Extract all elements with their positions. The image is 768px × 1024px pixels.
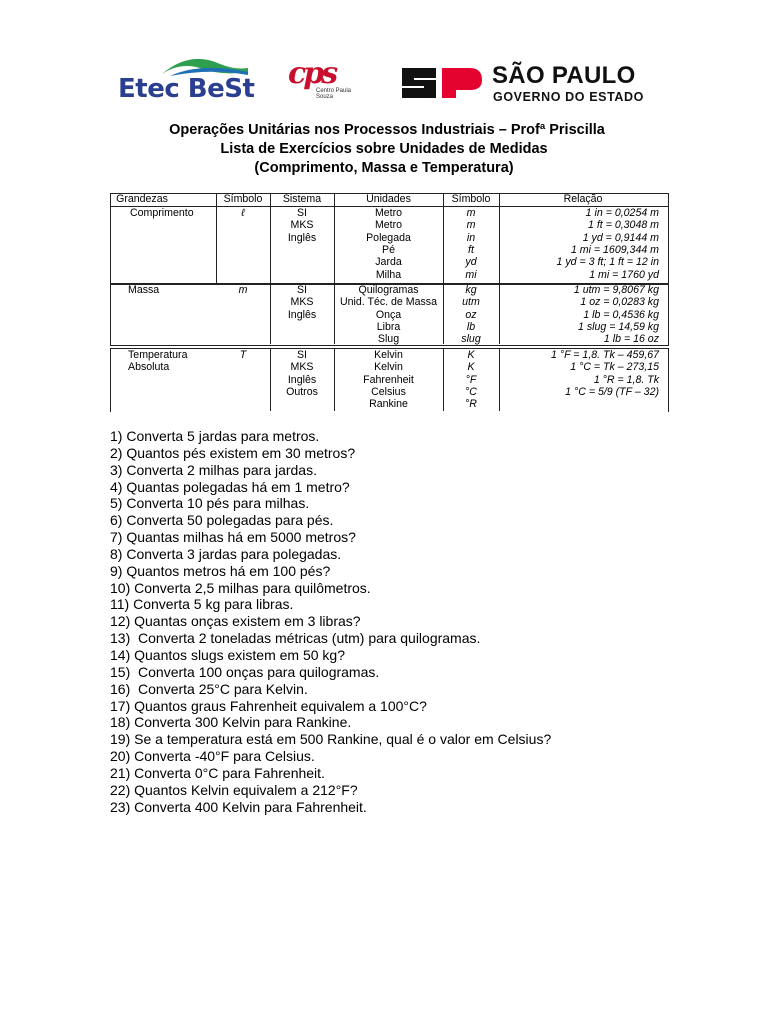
simbolo-unidade-cell: °R [465, 398, 477, 411]
relacao-cell: 1 °R = 1,8. Tk [593, 373, 659, 386]
exercise-item: 10) Converta 2,5 milhas para quilômetros. [110, 579, 371, 596]
header-unidades: Unidades [366, 193, 411, 205]
list-subtitle: (Comprimento, Massa e Temperatura) [254, 160, 514, 176]
relacao-cell: 1 °C = Tk – 273,15 [570, 361, 659, 374]
sistema-cell: Outros [286, 385, 318, 398]
simbolo-unidade-cell: oz [465, 308, 477, 321]
etec-best-logo [118, 52, 255, 106]
etec-best-wordmark: Etec BeSt [118, 74, 255, 104]
simbolo-unidade-cell: m [466, 207, 476, 219]
simbolo-unidade-cell: utm [462, 296, 480, 309]
exercise-item: 16) Converta 25°C para Kelvin. [110, 680, 308, 697]
exercise-item: 14) Quantos slugs existem em 50 kg? [110, 646, 346, 663]
simbolo-unidade-cell: m [466, 219, 476, 232]
simbolo-unidade-cell: ft [468, 243, 474, 256]
simbolo-massa: m [238, 284, 248, 296]
list-title: Lista de Exercícios sobre Unidades de Medidas [220, 141, 548, 157]
exercise-item: 15) Converta 100 onças para quilogramas. [110, 663, 380, 680]
relacao-cell: 1 °F = 1,8. Tk – 459,67 [551, 349, 659, 361]
simbolo-unidade-cell: mi [465, 268, 477, 281]
units-table [110, 193, 669, 411]
sistema-cell: Inglês [287, 373, 317, 386]
simbolo-unidade-cell: kg [465, 284, 477, 296]
cps-subtitle: Centro Paula Souza [316, 88, 352, 100]
simbolo-unidade-cell: °C [465, 385, 477, 398]
unidade-cell: Celsius [371, 385, 406, 398]
sistema-cell: Inglês [287, 231, 317, 244]
grandeza-temperatura: Temperatura [128, 349, 188, 361]
exercise-item: 4) Quantas polegadas há em 1 metro? [110, 478, 350, 495]
unidade-cell: Polegada [366, 231, 411, 244]
cps-mark: cps [288, 56, 336, 91]
grandeza-absoluta: Absoluta [128, 361, 170, 374]
simbolo-temperatura: T [239, 349, 247, 361]
simbolo-unidade-cell: yd [465, 256, 477, 269]
cps-logo [288, 58, 368, 106]
relacao-cell: 1 °C = 5/9 (TF – 32) [565, 385, 659, 398]
simbolo-unidade-cell: lb [466, 320, 476, 333]
simbolo-unidade-cell: in [466, 231, 476, 244]
course-title: Operações Unitárias nos Processos Industriais – Profª Priscilla [169, 122, 605, 138]
unidade-cell: Slug [377, 333, 400, 346]
unidade-cell: Fahrenheit [363, 373, 414, 386]
simbolo-comprimento: ℓ [241, 207, 245, 219]
exercise-item: 20) Converta -40°F para Celsius. [110, 748, 315, 765]
exercise-item: 18) Converta 300 Kelvin para Rankine. [110, 714, 352, 731]
exercise-item: 22) Quantos Kelvin equivalem a 212°F? [110, 781, 358, 798]
sistema-cell: Inglês [287, 308, 317, 321]
unidade-cell: Onça [375, 308, 402, 321]
unidade-cell: Metro [374, 219, 403, 232]
sistema-cell: SI [296, 349, 307, 361]
unidade-cell: Pé [382, 243, 395, 256]
unidade-cell: Milha [375, 268, 402, 281]
unidade-cell: Libra [376, 320, 401, 333]
grandeza-massa: Massa [128, 284, 160, 296]
exercise-item: 1) Converta 5 jardas para metros. [110, 428, 320, 444]
exercise-item: 21) Converta 0°C para Fahrenheit. [110, 764, 325, 781]
header-relacao: Relação [563, 193, 603, 205]
relacao-cell: 1 lb = 0,4536 kg [583, 308, 659, 321]
exercise-item: 7) Quantas milhas há em 5000 metros? [110, 529, 356, 546]
sistema-cell: MKS [290, 296, 314, 309]
document-titles [0, 121, 768, 178]
sistema-cell: SI [296, 207, 307, 219]
sistema-cell: SI [296, 284, 307, 296]
relacao-cell: 1 yd = 3 ft; 1 ft = 12 in [556, 256, 659, 269]
exercise-item: 2) Quantos pés existem em 30 metros? [110, 444, 356, 461]
grandeza-comprimento: Comprimento [130, 207, 194, 219]
relacao-cell: 1 utm = 9,8067 kg [573, 284, 659, 296]
header-simbolo: Símbolo [223, 193, 263, 205]
relacao-cell: 1 oz = 0,0283 kg [580, 296, 659, 309]
exercise-item: 17) Quantos graus Fahrenheit equivalem a 100°C? [110, 697, 427, 714]
simbolo-unidade-cell: slug [461, 333, 481, 346]
exercise-item: 13) Converta 2 toneladas métricas (utm) para quilogramas. [110, 630, 481, 647]
unidade-cell: Jarda [375, 256, 402, 269]
sistema-cell: MKS [290, 361, 314, 374]
unidade-cell: Quilogramas [358, 284, 419, 296]
relacao-cell: 1 in = 0,0254 m [585, 207, 659, 219]
simbolo-unidade-cell: K [467, 361, 475, 374]
exercise-item: 9) Quantos metros há em 100 pés? [110, 562, 331, 579]
exercise-list [110, 428, 730, 815]
relacao-cell: 1 yd = 0,9144 m [582, 231, 659, 244]
relacao-cell: 1 ft = 0,3048 m [588, 219, 659, 232]
unidade-cell: Rankine [369, 398, 408, 411]
exercise-item: 6) Converta 50 polegadas para pés. [110, 512, 334, 529]
header-grandezas: Grandezas [116, 193, 168, 205]
exercise-item: 11) Converta 5 kg para libras. [110, 596, 294, 613]
unidade-cell: Metro [374, 207, 403, 219]
exercise-item: 23) Converta 400 Kelvin para Fahrenheit. [110, 798, 367, 815]
governo-subtitle: GOVERNO DO ESTADO [493, 90, 644, 104]
header-sistema: Sistema [282, 193, 322, 205]
relacao-cell: 1 mi = 1609,344 m [570, 243, 659, 256]
sao-paulo-title: SÃO PAULO [492, 62, 636, 89]
exercise-item: 12) Quantas onças existem em 3 libras? [110, 613, 361, 630]
relacao-cell: 1 lb = 16 oz [603, 333, 659, 346]
exercise-item: 5) Converta 10 pés para milhas. [110, 495, 310, 512]
simbolo-unidade-cell: K [467, 349, 475, 361]
unidade-cell: Kelvin [374, 361, 403, 374]
header-logos [0, 52, 768, 108]
unidade-cell: Kelvin [374, 349, 403, 361]
sp-state-glyph-icon [400, 64, 484, 100]
simbolo-unidade-cell: °F [465, 373, 477, 386]
sao-paulo-logo [400, 64, 650, 104]
exercise-item: 8) Converta 3 jardas para polegadas. [110, 545, 342, 562]
header-simbolo-unidade: Símbolo [451, 193, 491, 205]
exercise-item: 19) Se a temperatura está em 500 Rankine, qual é o valor em Celsius? [110, 731, 552, 748]
sistema-cell: MKS [290, 219, 314, 232]
relacao-cell: 1 mi = 1760 yd [589, 268, 659, 281]
unidade-cell: Unid. Téc. de Massa [340, 296, 437, 309]
exercise-item: 3) Converta 2 milhas para jardas. [110, 461, 317, 478]
relacao-cell: 1 slug = 14,59 kg [578, 320, 659, 333]
